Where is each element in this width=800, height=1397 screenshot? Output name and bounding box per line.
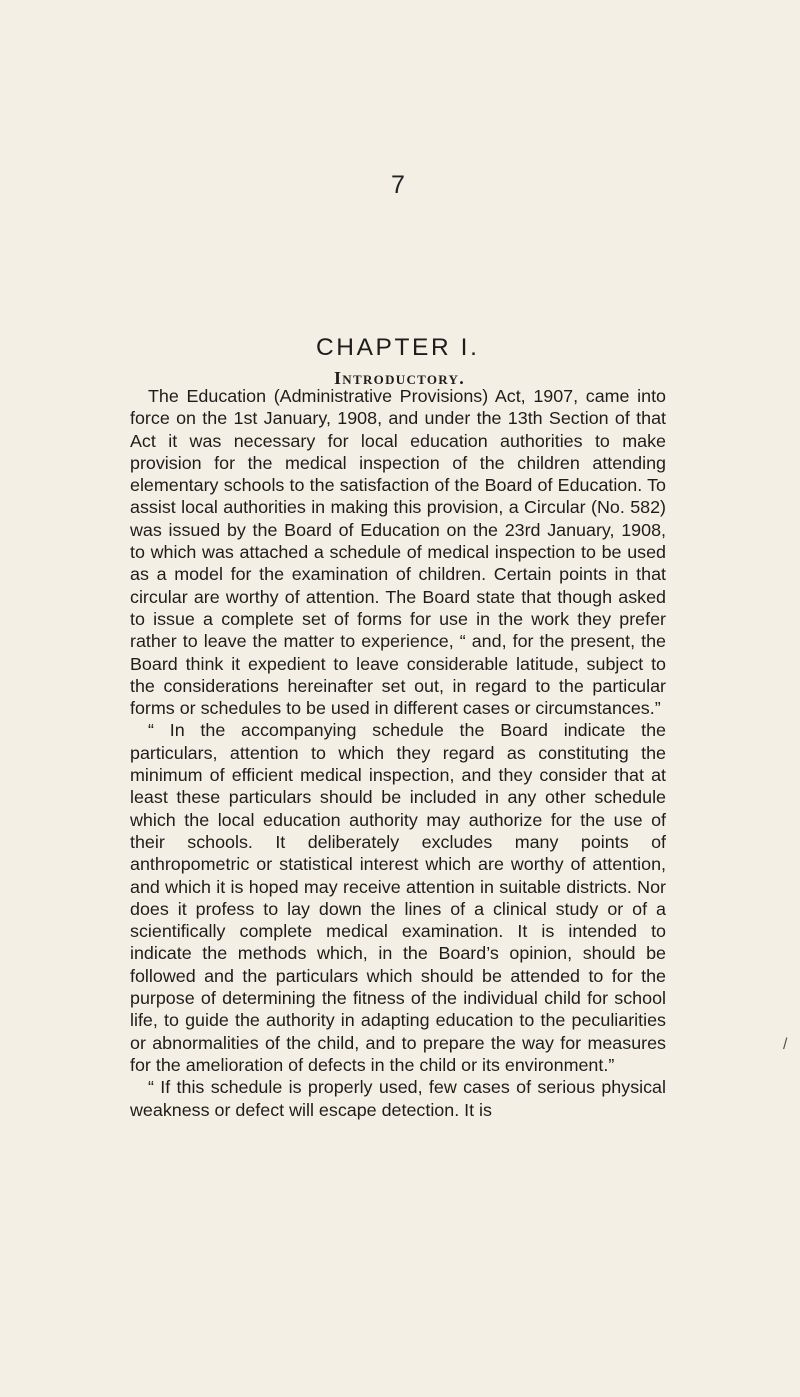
body-text xyxy=(130,385,666,1121)
chapter-subtitle: Introductory. xyxy=(334,368,465,388)
paragraph: “ In the accompanying schedule the Board indicate the particulars, attention to which they regard as constituting the minimum of efficient medical inspection, and they consider that at least these particulars should be included in any other schedule which the local education authority may authorize for the use of their schools. It deliberately excludes many points of anthropometric or statistical interest which are worthy of attention, and which it is hoped may receive attention in suitable districts. Nor does it profess to lay down the lines of a clinical study or of a scientifically complete medical examination. It is intended to indicate the methods which, in the Board’s opinion, should be followed and the particulars which should be attended to for the purpose of determining the fitness of the individual child for school life, to guide the authority in adapting education to the peculiarities or abnormalities of the child, and to prepare the way for measures for the amelioration of defects in the child or its environment.” xyxy=(130,720,666,1075)
paragraph: The Education (Administrative Provisions) Act, 1907, came into force on the 1st January, 1908, and under the 13th Section of that Act it was necessary for local education authorities to make provision for the medical inspection of the children attending elementary schools to the satisfaction of the Board of Education. To assist local authorities in making this provision, a Circular (No. 582) was issued by the Board of Education on the 23rd January, 1908, to which was attached a schedule of medical inspection to be used as a model for the examination of children. Certain points in that circular are worthy of attention. The Board state that though asked to issue a complete set of forms for use in the work they prefer rather to leave the matter to experience, “ and, for the present, the Board think it expedient to leave considerable latitude, subject to the considerations hereinafter set out, in regard to the particular forms or schedules to be used in different cases or circumstances.” xyxy=(130,386,666,719)
chapter-title: CHAPTER I. xyxy=(316,334,480,361)
page-number: 7 xyxy=(391,171,405,199)
margin-mark: / xyxy=(783,1036,788,1053)
paragraph: “ If this schedule is properly used, few cases of serious physical weakness or defect will escape detection. It is xyxy=(130,1077,666,1120)
